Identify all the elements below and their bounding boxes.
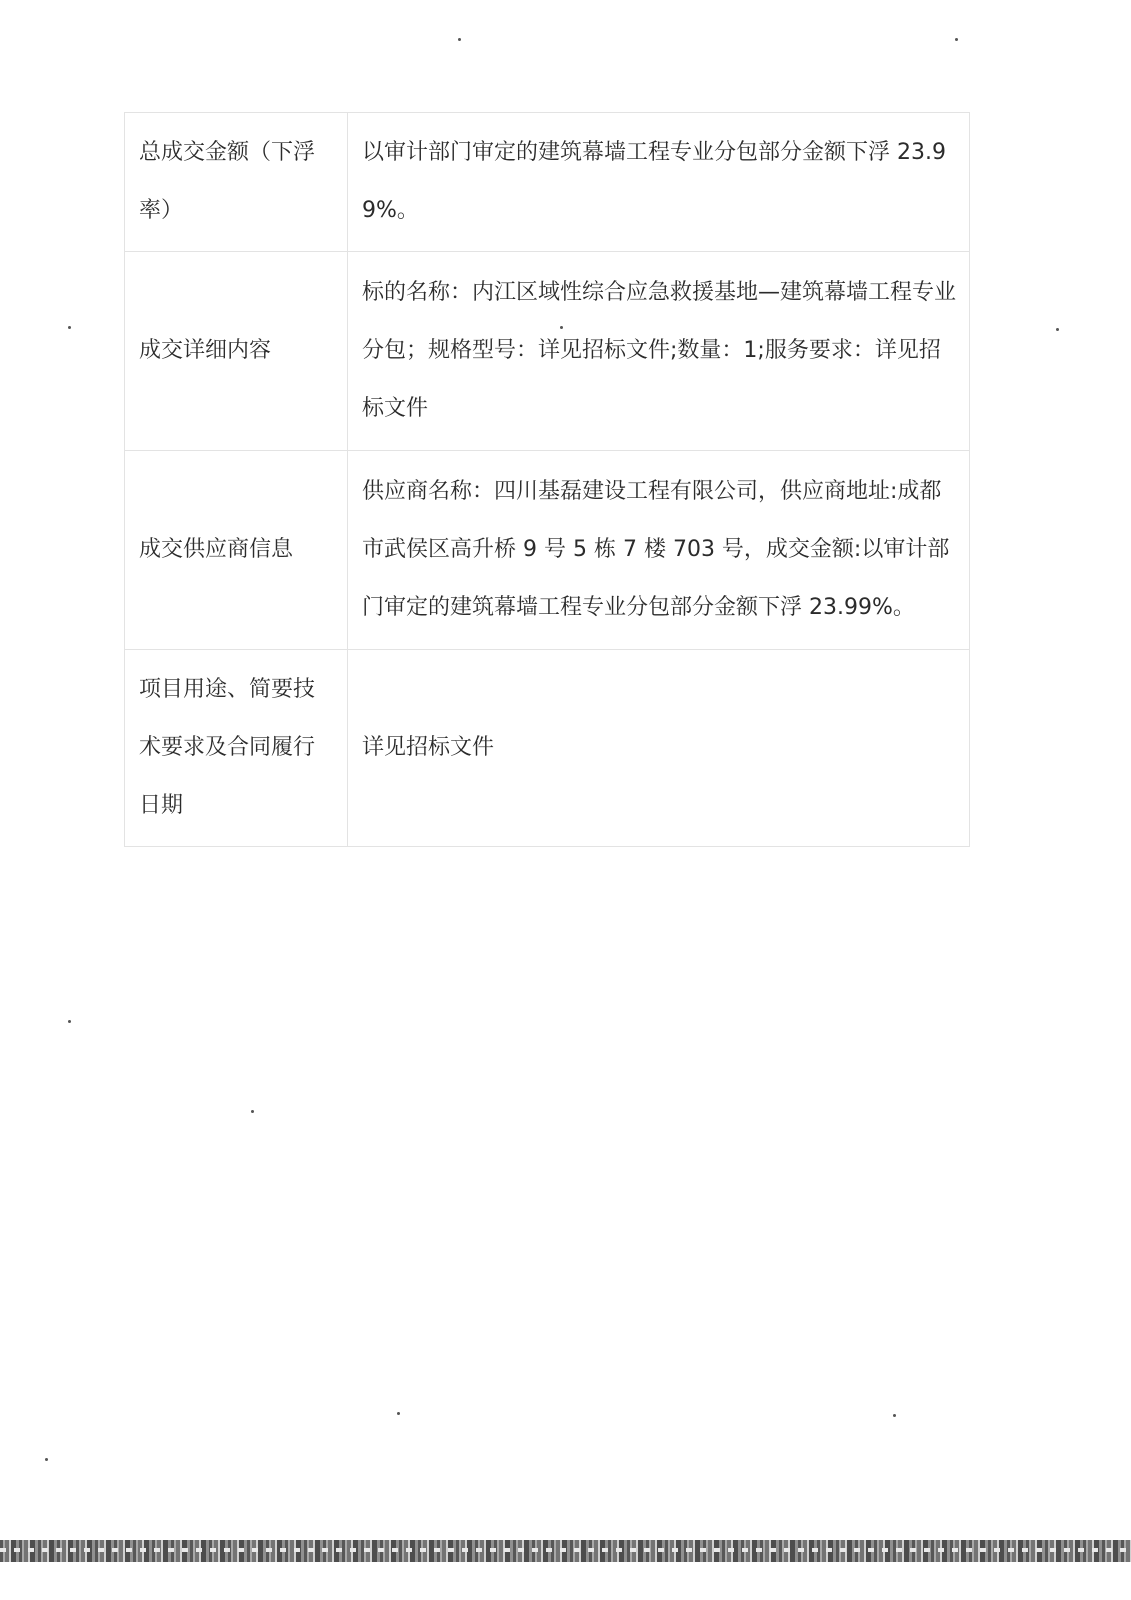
scan-speck bbox=[68, 1020, 71, 1023]
transaction-result-table bbox=[124, 112, 970, 847]
row-value-project-purpose: 详见招标文件 bbox=[348, 650, 970, 847]
row-value-supplier-info: 供应商名称：四川基磊建设工程有限公司，供应商地址:成都市武侯区高升桥 9 号 5 栋 7 楼 703 号，成交金额:以审计部门审定的建筑幕墙工程专业分包部分金额下浮 23.99%。 bbox=[348, 451, 970, 650]
scan-speck bbox=[68, 326, 71, 329]
row-value-transaction-details: 标的名称：内江区域性综合应急救援基地—建筑幕墙工程专业分包；规格型号：详见招标文件;数量：1;服务要求：详见招标文件 bbox=[348, 252, 970, 451]
scan-speck bbox=[893, 1414, 896, 1417]
row-label-transaction-details: 成交详细内容 bbox=[125, 252, 348, 451]
row-value-total-amount: 以审计部门审定的建筑幕墙工程专业分包部分金额下浮 23.99%。 bbox=[348, 113, 970, 252]
scan-speck bbox=[45, 1458, 48, 1461]
scan-speck bbox=[560, 326, 563, 329]
table-row bbox=[125, 650, 970, 847]
row-label-project-purpose: 项目用途、简要技术要求及合同履行日期 bbox=[125, 650, 348, 847]
scan-edge-noise bbox=[0, 1540, 1131, 1562]
scan-speck bbox=[955, 38, 958, 41]
table-row bbox=[125, 252, 970, 451]
scan-speck bbox=[251, 1110, 254, 1113]
row-label-supplier-info: 成交供应商信息 bbox=[125, 451, 348, 650]
scan-speck bbox=[458, 38, 461, 41]
scan-speck bbox=[397, 1412, 400, 1415]
table-row bbox=[125, 451, 970, 650]
scan-speck bbox=[1056, 328, 1059, 331]
row-label-total-amount: 总成交金额（下浮率） bbox=[125, 113, 348, 252]
table-row bbox=[125, 113, 970, 252]
